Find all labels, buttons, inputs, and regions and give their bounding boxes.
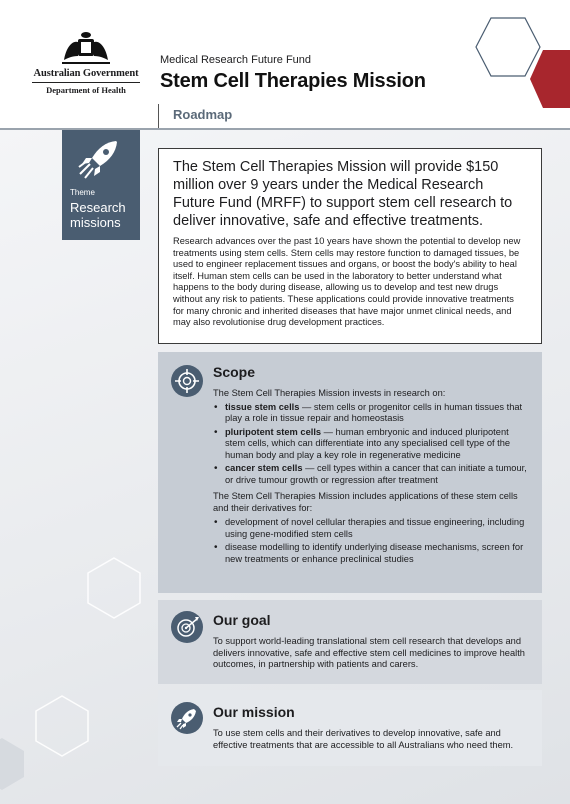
- section-label: Roadmap: [173, 107, 233, 122]
- rocket-icon: [76, 138, 122, 182]
- intro-box: [158, 148, 542, 344]
- target-icon: [171, 611, 203, 643]
- theme-label: Theme: [70, 188, 95, 197]
- scope-heading: Scope: [213, 364, 256, 380]
- decorative-hexagon: [0, 736, 26, 792]
- decorative-red-hexagon: [528, 48, 570, 110]
- crosshair-icon: [171, 365, 203, 397]
- applications-intro: The Stem Cell Therapies Mission includes applications of these stem cells and their derivatives for:: [213, 491, 518, 513]
- list-item: • cancer stem cells — cell types within a cancer that can initiate a tumour, or drive tumour growth or regression after treatment: [213, 463, 531, 486]
- mission-panel: [158, 690, 542, 766]
- goal-text: To support world-leading translational stem cell research that develops and delivers innovative, safe and effective stem cell medicines to improve health outcomes, in partnership with patients and carers.: [213, 636, 525, 669]
- decorative-hexagon: [86, 556, 142, 620]
- goal-icon-badge: [171, 611, 203, 643]
- theme-tile: [62, 130, 140, 240]
- theme-name-line2: missions: [70, 215, 121, 230]
- scope-content: [213, 388, 531, 567]
- scope-intro: The Stem Cell Therapies Mission invests in research on:: [213, 388, 446, 398]
- list-item: • pluripotent stem cells — human embryonic and induced pluripotent stem cells, which can differentiate into any specialised cell type of the human body and play a key role in regenerative medicine: [213, 427, 531, 462]
- intro-lead: The Stem Cell Therapies Mission will provide $150 million over 9 years under the Medical Research Future Fund (MRFF) to support stem cell research to deliver innovative, safe and effective treatments.: [173, 159, 513, 229]
- scope-icon-badge: [171, 365, 203, 397]
- applications-list: [213, 517, 531, 565]
- header-vertical-rule: [158, 104, 159, 128]
- mission-heading: Our mission: [213, 704, 295, 720]
- government-name: Australian Government: [33, 68, 139, 79]
- rocket-icon: [171, 702, 203, 734]
- mission-text: To use stem cells and their derivatives to develop innovative, safe and effective treatments that are accessible to all Australians who need them.: [213, 728, 514, 750]
- crest-divider: [32, 82, 140, 83]
- government-crest: [26, 30, 146, 102]
- page-title: Stem Cell Therapies Mission: [160, 70, 426, 92]
- decorative-hexagon: [34, 694, 90, 758]
- goal-panel: [158, 600, 542, 684]
- list-item: • tissue stem cells — stem cells or progenitor cells in human tissues that play a role in tissue repair and homeostasis: [213, 402, 531, 425]
- mission-icon-badge: [171, 702, 203, 734]
- scope-panel: [158, 352, 542, 593]
- goal-heading: Our goal: [213, 612, 271, 628]
- scope-list: [213, 402, 531, 487]
- theme-name-line1: Research: [70, 200, 126, 215]
- intro-body: Research advances over the past 10 years have shown the potential to develop new treatments using stem cells. Stem cells may restore function to damaged tissues, be used to engineer replacement tissues and organs, or boost the body's ability to heal itself. Human stem cells can be used in the laboratory to better understand what happens to the body during disease, allowing us to develop and test new drugs without any risk to patients. These applications could provide innovative treatments for many chronic and inherited diseases that have major unmet clinical needs, and may also revolutionise drug development practices.: [173, 236, 521, 328]
- department-name: Department of Health: [46, 85, 126, 95]
- theme-name: [70, 200, 126, 230]
- list-item: • disease modelling to identify underlying disease mechanisms, screen for new treatments or enhance preclinical studies: [213, 542, 531, 565]
- coat-of-arms-icon: [56, 30, 116, 66]
- list-item: • development of novel cellular therapies and tissue engineering, including using gene-modified stem cells: [213, 517, 531, 540]
- program-name: Medical Research Future Fund: [160, 54, 312, 66]
